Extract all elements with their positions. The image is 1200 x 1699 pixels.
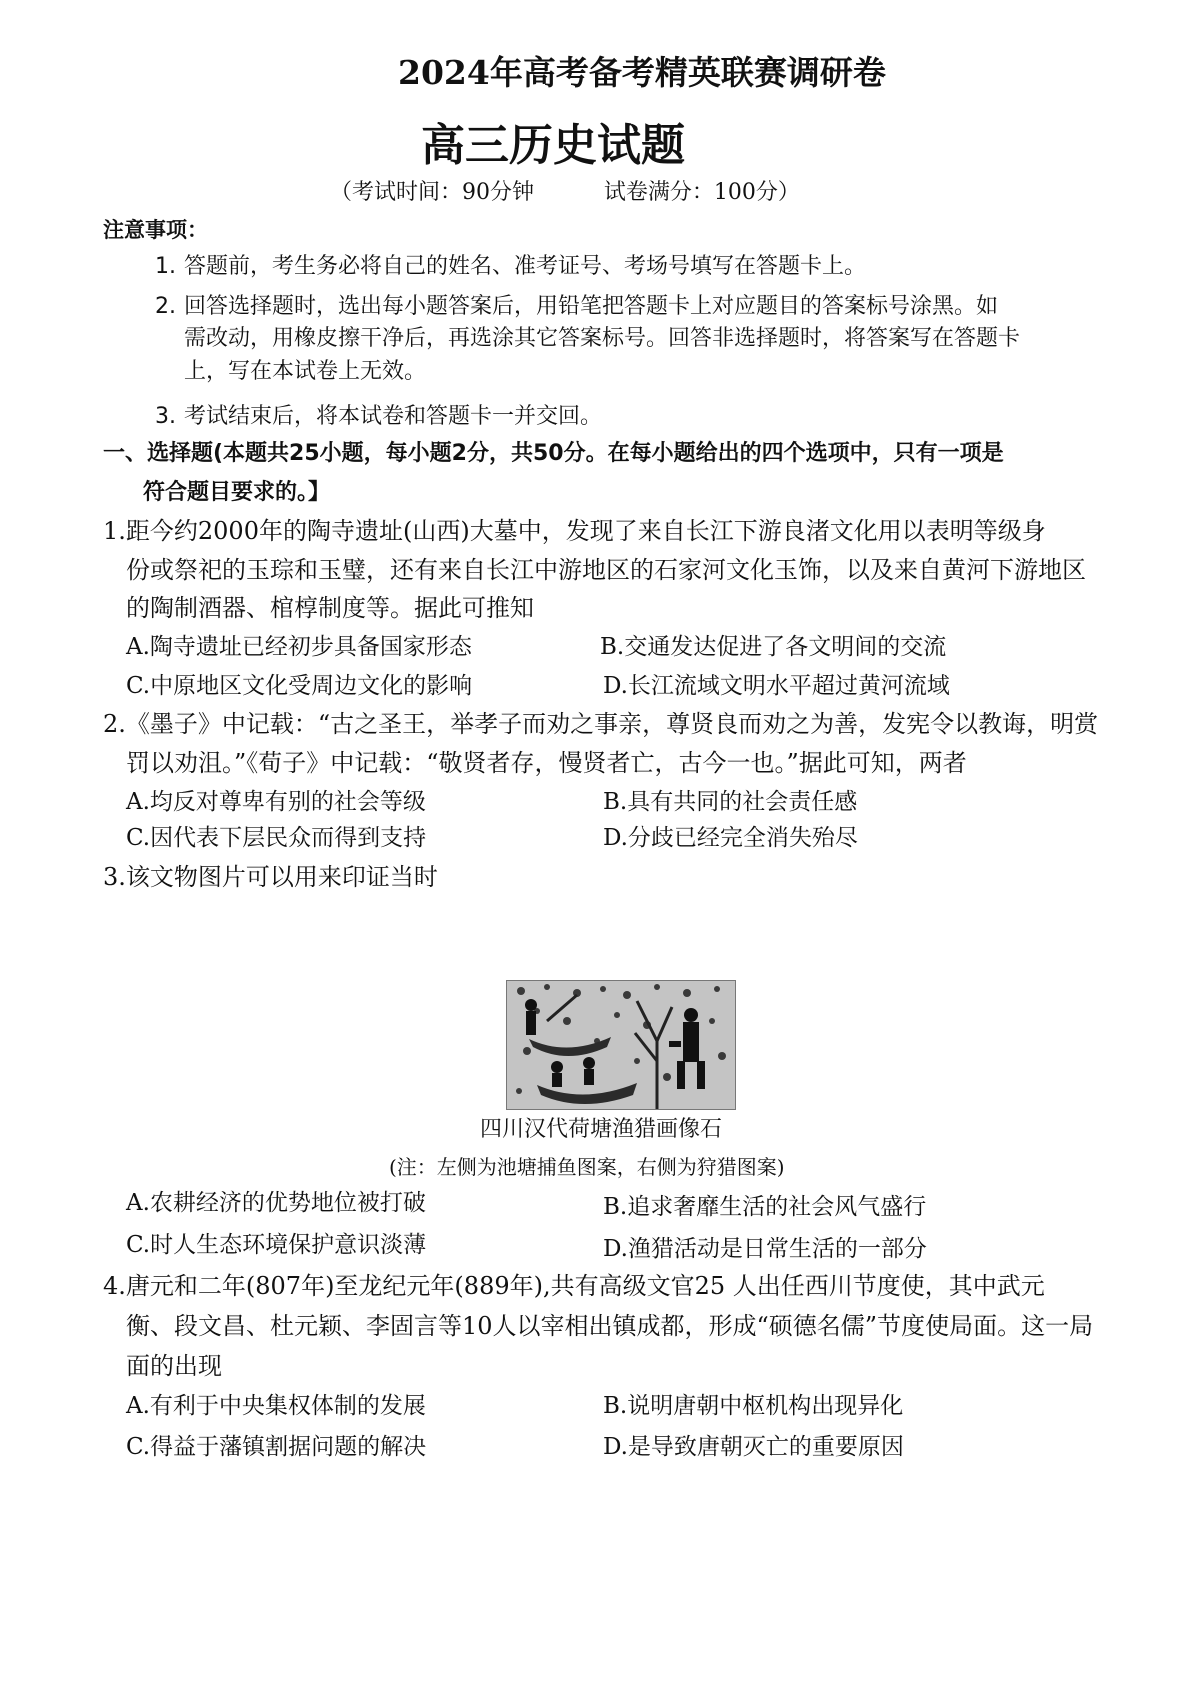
notice-item-number: 2. [155, 294, 176, 319]
option-a[interactable]: A.陶寺遗址已经初步具备国家形态 [126, 634, 472, 660]
notice-heading: 注意事项： [103, 218, 208, 242]
notice-item-number: 1. [155, 254, 176, 279]
figure-note: (注：左侧为池塘捕鱼图案，右侧为狩猎图案) [389, 1155, 785, 1179]
option-a[interactable]: A.农耕经济的优势地位被打破 [126, 1190, 426, 1216]
figure-caption: 四川汉代荷塘渔猎画像石 [480, 1117, 723, 1142]
notice-item-text: 需改动，用橡皮擦干净后，再选涂其它答案标号。回答非选择题时，将答案写在答题卡 [184, 326, 1021, 351]
notice-item-number: 3. [155, 404, 176, 429]
section-heading-cont: 符合题目要求的。】 [143, 480, 331, 505]
option-b[interactable]: B.追求奢靡生活的社会风气盛行 [603, 1194, 927, 1220]
question-text: 1.距今约2000年的陶寺遗址(山西)大墓中，发现了来自长江下游良渚文化用以表明等级身 [103, 517, 1046, 545]
notice-item-text: 答题前，考生务必将自己的姓名、准考证号、考场号填写在答题卡上。 [184, 254, 867, 279]
notice-item-text: 考试结束后，将本试卷和答题卡一并交回。 [184, 404, 603, 429]
question-text: 2.《墨子》中记载：“古之圣王，举孝子而劝之事亲，尊贤良而劝之为善，发宪令以教诲，明赏 [103, 710, 1099, 738]
question-text: 份或祭祀的玉琮和玉璧，还有来自长江中游地区的石家河文化玉饰，以及来自黄河下游地区 [126, 556, 1086, 584]
question-text: 面的出现 [126, 1352, 222, 1380]
option-d[interactable]: D.渔猎活动是日常生活的一部分 [603, 1236, 927, 1262]
option-b[interactable]: B.交通发达促进了各文明间的交流 [600, 634, 947, 660]
option-d[interactable]: D.长江流域文明水平超过黄河流域 [603, 673, 950, 699]
exam-info: （考试时间：90分钟 试卷满分：100分） [330, 180, 800, 205]
notice-item-text: 回答选择题时，选出每小题答案后，用铅笔把答题卡上对应题目的答案标号涂黑。如 [184, 294, 999, 319]
page-title: 高三历史试题 [421, 120, 685, 171]
question-text: 罚以劝沮。”《荀子》中记载：“敬贤者存，慢贤者亡，古今一也。”据此可知，两者 [126, 749, 967, 777]
option-c[interactable]: C.中原地区文化受周边文化的影响 [126, 673, 473, 699]
section-heading: 一、选择题(本题共25小题，每小题2分，共50分。在每小题给出的四个选项中，只有一项是 [103, 441, 1004, 466]
question-text: 4.唐元和二年(807年)至龙纪元年(889年),共有高级文官25 人出任西川节度使，其中武元 [103, 1272, 1045, 1300]
option-b[interactable]: B.具有共同的社会责任感 [603, 789, 858, 815]
option-d[interactable]: D.是导致唐朝灭亡的重要原因 [603, 1434, 904, 1460]
option-c[interactable]: C.得益于藩镇割据问题的解决 [126, 1434, 427, 1460]
stone-relief-image [506, 980, 736, 1110]
option-b[interactable]: B.说明唐朝中枢机构出现异化 [603, 1393, 904, 1419]
option-a[interactable]: A.有利于中央集权体制的发展 [126, 1393, 426, 1419]
option-d[interactable]: D.分歧已经完全消失殆尽 [603, 825, 858, 851]
question-text: 衡、段文昌、杜元颖、李固言等10人以宰相出镇成都，形成“硕德名儒”节度使局面。这一局 [126, 1312, 1094, 1340]
question-text: 的陶制酒器、棺椁制度等。据此可推知 [126, 594, 534, 622]
notice-item-text: 上，写在本试卷上无效。 [184, 359, 427, 384]
question-text: 3.该文物图片可以用来印证当时 [103, 863, 438, 891]
relief-illustration [507, 981, 735, 1109]
option-c[interactable]: C.因代表下层民众而得到支持 [126, 825, 427, 851]
option-c[interactable]: C.时人生态环境保护意识淡薄 [126, 1232, 427, 1258]
exam-subtitle: 2024年高考备考精英联赛调研卷 [398, 53, 886, 92]
option-a[interactable]: A.均反对尊卑有别的社会等级 [126, 789, 426, 815]
